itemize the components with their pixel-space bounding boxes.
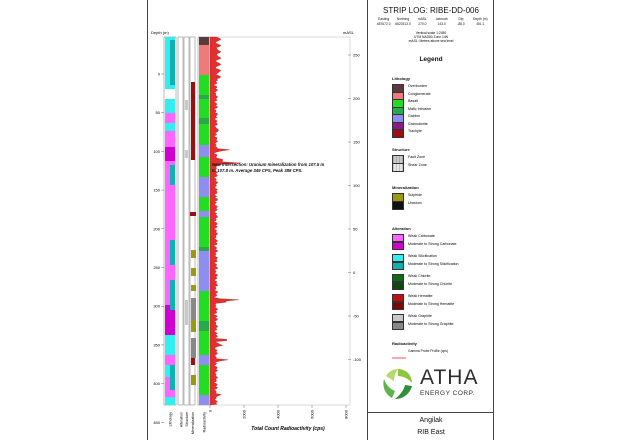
lithology-track (199, 37, 209, 405)
x-tick-label: 6000 (309, 410, 315, 419)
legend-label: Moderate to Strong Hematite (408, 302, 455, 306)
log-plot-pane (148, 0, 366, 440)
x-tick-label: 2000 (241, 410, 247, 419)
depth-tick-label: 0 (157, 71, 160, 77)
radioactivity-legend-title: Radioactivity (392, 341, 417, 346)
intersection-annotation-line1: New Intersection: Uranium mineralization from 107.5 m (212, 162, 325, 167)
legend-swatch (392, 129, 404, 138)
depth-tick-label: 200 (153, 226, 160, 232)
depth-tick-label: 150 (153, 187, 160, 193)
track-label: Mineralization (191, 412, 195, 435)
strip-log-title: STRIP LOG: RIBE-DD-006 (383, 6, 479, 15)
masl-tick-label: -100 (353, 357, 362, 362)
legend-swatch (392, 282, 404, 290)
logo-wordmark: ATHA (420, 366, 479, 389)
legend-label: Uranium (408, 201, 422, 205)
depth-axis-label: Depth (m) (151, 30, 169, 35)
legend-title: Legend (419, 56, 443, 63)
carbonate-alteration-track (165, 37, 175, 405)
collar-column-header: Easting (378, 17, 390, 21)
x-axis-label: Total Count Radioactivity (cps) (251, 426, 325, 432)
masl-tick-label: 0 (353, 270, 356, 275)
alteration-legend-title: Alteration (392, 226, 411, 231)
gamma-legend-label: Gamma Probe Profile (cps) (408, 349, 448, 353)
collar-column-value: 6620313.0 (395, 22, 411, 26)
collar-column-value: -88.0 (457, 22, 465, 26)
depth-tick-label: 50 (155, 110, 160, 116)
legend-swatch (392, 163, 404, 172)
legend-label: Weak Hematite (408, 294, 433, 298)
vertical-scale-note: Vertical scale 1:2450 (415, 31, 447, 35)
legend-label: Weak Graphite (408, 314, 432, 318)
masl-tick-label: 100 (353, 183, 360, 188)
collar-column-header: Northing (396, 17, 410, 21)
x-tick-label: 8000 (343, 410, 349, 419)
log-plot (148, 0, 366, 440)
track-label: Alteration (179, 412, 184, 428)
legend-label: Weak Carbonate (408, 234, 435, 238)
gamma-line-swatch (392, 355, 406, 361)
masl-note: mASL: Metres above sea level (408, 39, 454, 43)
depth-tick-label: 350 (153, 342, 160, 348)
legend-label: Moderate to Strong Graphite (408, 322, 454, 326)
intersection-annotation-line2: to 107.8 m. Average 349 CPS, Peak 388 CPS. (212, 168, 303, 173)
depth-tick-label: 100 (153, 148, 160, 154)
structure-legend-title: Structure (392, 147, 410, 152)
legend-swatch (392, 234, 404, 242)
legend-swatch (392, 201, 404, 210)
legend-swatch (392, 314, 404, 322)
masl-tick-label: -50 (353, 313, 359, 319)
collar-column-value: 487672.0 (376, 22, 391, 26)
legend-swatch (392, 294, 404, 302)
legend-label: Mafic Intrusive (408, 106, 432, 111)
collar-column-header: mASL (417, 17, 427, 21)
track-label: Radioactivity (202, 412, 207, 433)
legend-label: Sulphide (408, 193, 422, 197)
legend-label: Granodiorite (408, 121, 428, 126)
legend-label: Fault Zone (408, 155, 426, 159)
masl-tick-label: 200 (353, 96, 360, 101)
legend-swatch (392, 302, 404, 310)
collar-column-value: 451.1 (476, 22, 485, 26)
legend-swatch (392, 242, 404, 250)
legend-label: Basalt (408, 99, 418, 103)
legend-label: Overburden (408, 84, 427, 88)
legend-label: Weak Silicification (408, 254, 437, 258)
legend-label: Weak Chlorite (408, 274, 431, 278)
atha-logo (380, 364, 490, 404)
depth-tick-label: 300 (153, 303, 160, 309)
structure-track-frame (184, 37, 189, 405)
legend-label: Conglomerate (408, 91, 431, 96)
utm-note: UTM NAD83 Zone 14N (413, 35, 449, 39)
alteration-track-frame (178, 37, 183, 405)
masl-axis-label: mASL (343, 30, 354, 35)
legend-label: Moderate to Strong Chlorite (408, 282, 453, 286)
legend-swatch (392, 322, 404, 330)
collar-info (374, 17, 490, 29)
legend-swatch (392, 254, 404, 262)
legend-swatch (392, 274, 404, 282)
collar-column-header: Depth (m) (472, 17, 488, 21)
track-label: Structure (185, 412, 189, 427)
header-notes (368, 31, 494, 43)
collar-column-value: 143.0 (437, 22, 446, 26)
footer (368, 412, 494, 441)
masl-tick-label: 50 (353, 226, 358, 232)
depth-tick-label: 450 (153, 419, 160, 425)
legend-label: Trachyte (408, 129, 422, 133)
legend-pane (367, 0, 494, 440)
legend-label: Gabbro (408, 114, 420, 118)
collar-column-header: Azimuth (435, 17, 448, 21)
atha-logo-mark-icon (380, 366, 416, 402)
x-tick-label: 0 (207, 410, 213, 413)
area-name: RIB East (417, 429, 445, 436)
legend-swatch (392, 262, 404, 270)
radioactivity-track-frame (210, 37, 350, 405)
masl-tick-label: 150 (353, 139, 360, 145)
strip-log-sheet (147, 0, 494, 440)
collar-column-value: 270.0 (418, 22, 427, 26)
legend-label: Moderate to Strong Carbonate (408, 242, 457, 246)
depth-tick-label: 250 (153, 265, 160, 270)
legend-label: Shear Zone (408, 163, 427, 167)
track-label: Lithology (168, 412, 173, 427)
lithology-legend-title: Lithology (392, 76, 410, 81)
masl-tick-label: 250 (353, 52, 360, 58)
structure-track (185, 100, 188, 325)
depth-tick-label: 400 (153, 381, 160, 387)
gamma-profile-line (210, 37, 240, 405)
x-tick-label: 4000 (275, 410, 281, 419)
project-name: Angilak (419, 417, 443, 424)
legend-label: Moderate to Strong Silicification (408, 262, 459, 266)
logo-subtitle: ENERGY CORP. (420, 390, 475, 397)
collar-column-header: Dip (458, 17, 464, 21)
mineralization-legend-title: Mineralization (392, 185, 419, 190)
